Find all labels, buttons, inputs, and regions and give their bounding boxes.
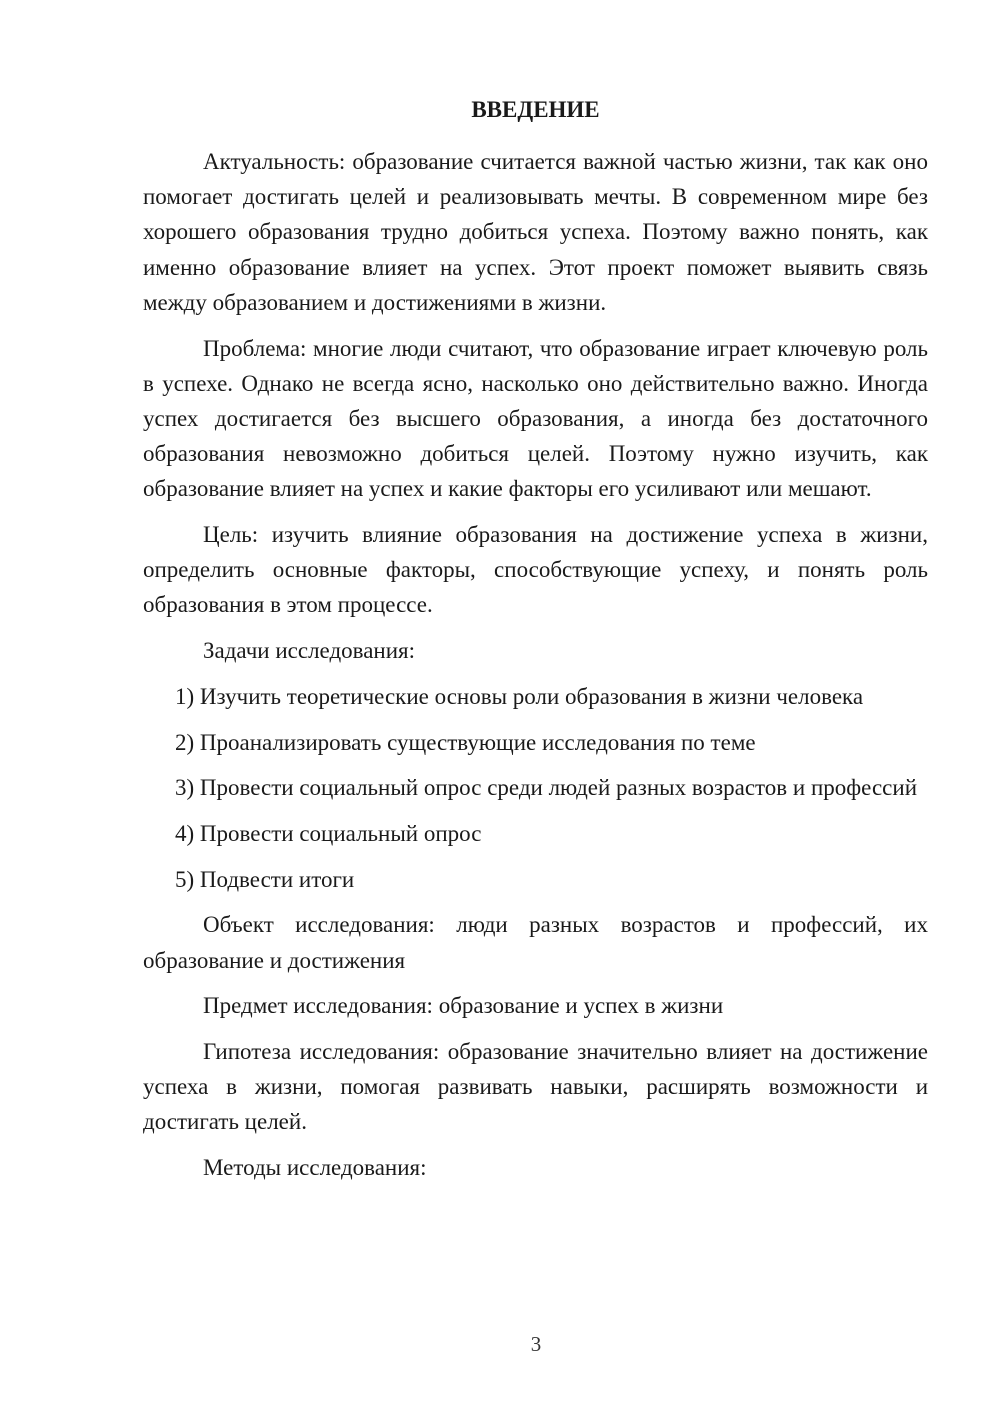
task-item: 4) Провести социальный опрос [175,820,482,846]
task-item: 3) Провести социальный опрос среди людей разных возрастов и профессий [175,775,917,801]
problem-paragraph: Проблема: многие люди считают, что образование играет ключевую роль в успехе. Однако не всегда ясно, насколько оно действительно важно. Иногда успех достигается без высшего образования, а иногда без достаточного образования невозможно добиться целей. Поэтому нужно изучить, как образование влияет на успех и какие факторы его усиливают или мешают. [143,335,928,502]
goal-paragraph: Цель: изучить влияние образования на достижение успеха в жизни, определить основные факторы, способствующие успеху, и понять роль образования в этом процессе. [143,522,928,618]
subject-paragraph: Предмет исследования: образование и успех в жизни [203,993,724,1019]
page-number: 3 [530,1332,542,1356]
hypothesis-paragraph: Гипотеза исследования: образование значительно влияет на достижение успеха в жизни, помогая развивать навыки, расширять возможности и достигать целей. [143,1038,928,1135]
document-page [143,92,928,1196]
task-item: 5) Подвести итоги [175,866,355,892]
task-item: 1) Изучить теоретические основы роли образования в жизни человека [175,683,864,709]
tasks-intro: Задачи исследования: [203,638,416,664]
relevance-paragraph: Актуальность: образование считается важной частью жизни, так как оно помогает достигать целей и реализовывать мечты. В современном мире без хорошего образования трудно добиться успеха. Поэтому важно понять, как именно образование влияет на успех. Этот проект поможет выявить связь между образованием и достижениями в жизни. [143,149,928,315]
task-item: 2) Проанализировать существующие исследования по теме [175,729,756,755]
section-heading: ВВЕДЕНИЕ [471,97,600,122]
methods-intro: Методы исследования: [203,1155,427,1181]
object-paragraph: Объект исследования: люди разных возрастов и профессий, их образование и достижения [143,912,928,973]
